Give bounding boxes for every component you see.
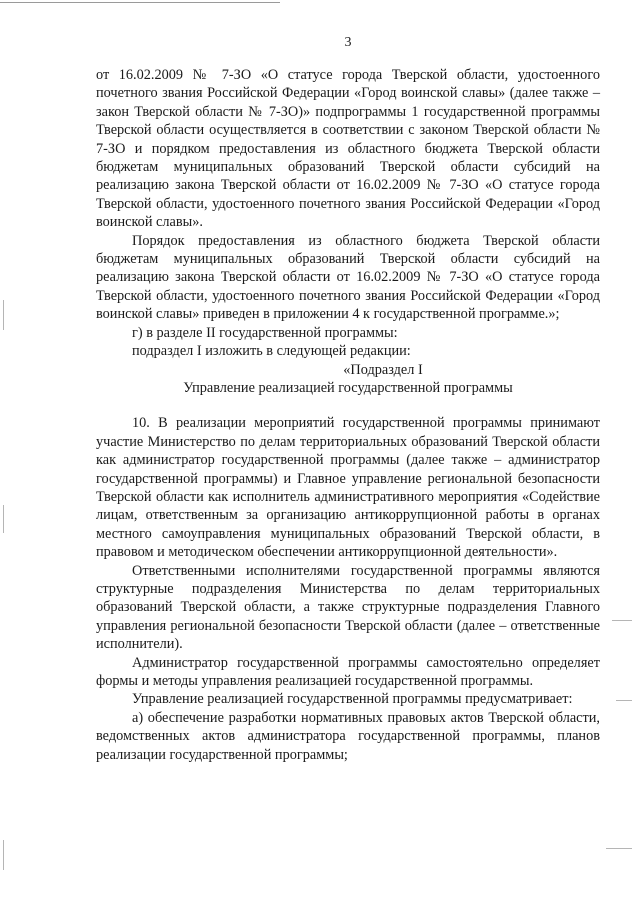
paragraph-subsidy-procedure: Порядок предоставления из областного бюджета Тверской области бюджетам муниципальных образований Тверской области субсидий на реализацию закона Тверской области от 16.02.2009 № 7-ЗО «О статусе города Тверской области, удостоенного почетного звания Российской Федерации «Город воинской славы» приведен в приложении 4 к государственной программе.»; bbox=[96, 232, 600, 323]
paragraph-administrator: Администратор государственной программы самостоятельно определяет формы и методы управления реализацией государственной программы. bbox=[96, 654, 600, 689]
paragraph-responsible-executors: Ответственными исполнителями государственной программы являются структурные подразделения Министерства по делам территориальных образований Тверской области, а также структурные подразделения Главного управления региональной безопасности Тверской области (далее – ответственные исполнители). bbox=[96, 562, 600, 653]
paragraph-management: Управление реализацией государственной программы предусматривает: bbox=[132, 691, 573, 708]
document-page bbox=[96, 34, 600, 764]
paragraph-item-a: а) обеспечение разработки нормативных правовых актов Тверской области, ведомственных актов администратора государственной программы, планов реализации государственной программы; bbox=[96, 709, 600, 763]
page-number: 3 bbox=[344, 35, 352, 50]
scan-artifact bbox=[3, 840, 4, 870]
scan-artifact bbox=[612, 620, 632, 621]
paragraph-law-reference: от 16.02.2009 № 7-ЗО «О статусе города Тверской области, удостоенного почетного звания Российской Федерации «Город воинской славы» (далее также – закон Тверской области № 7-ЗО)» подпрограммы 1 государственной программы Тверской области осуществляется в соответствии с законом Тверской области № 7-ЗО и порядком предоставления из областного бюджета Тверской области бюджетам муниципальных образований Тверской области субсидий на реализацию закона Тверской области от 16.02.2009 № 7-ЗО «О статусе города Тверской области, удостоенного почетного звания Российской Федерации «Город воинской славы». bbox=[96, 67, 600, 231]
paragraph-item-10: 10. В реализации мероприятий государственной программы принимают участие Министерство по делам территориальных образований Тверской области как администратор государственной программы (далее также – администратор государственной программы) и Главное управление региональной безопасности Тверской области как исполнитель административного мероприятия «Содействие лицам, ответственным за организацию антикоррупционной работы в органах местного самоуправления муниципальных образований Тверской области, в правовом и методическом обеспечении антикоррупционной деятельности». bbox=[96, 415, 600, 561]
paragraph-section-ii: г) в разделе II государственной программы: bbox=[132, 324, 398, 341]
scan-artifact bbox=[3, 505, 4, 533]
scan-artifact bbox=[3, 300, 4, 330]
scan-artifact bbox=[616, 700, 632, 701]
subsection-heading: «Подраздел I bbox=[343, 361, 423, 378]
scan-edge-line bbox=[0, 2, 280, 3]
subsection-title: Управление реализацией государственной программы bbox=[183, 379, 513, 396]
scan-artifact bbox=[606, 848, 632, 849]
paragraph-edit-instruction: подраздел I изложить в следующей редакции: bbox=[132, 343, 411, 360]
